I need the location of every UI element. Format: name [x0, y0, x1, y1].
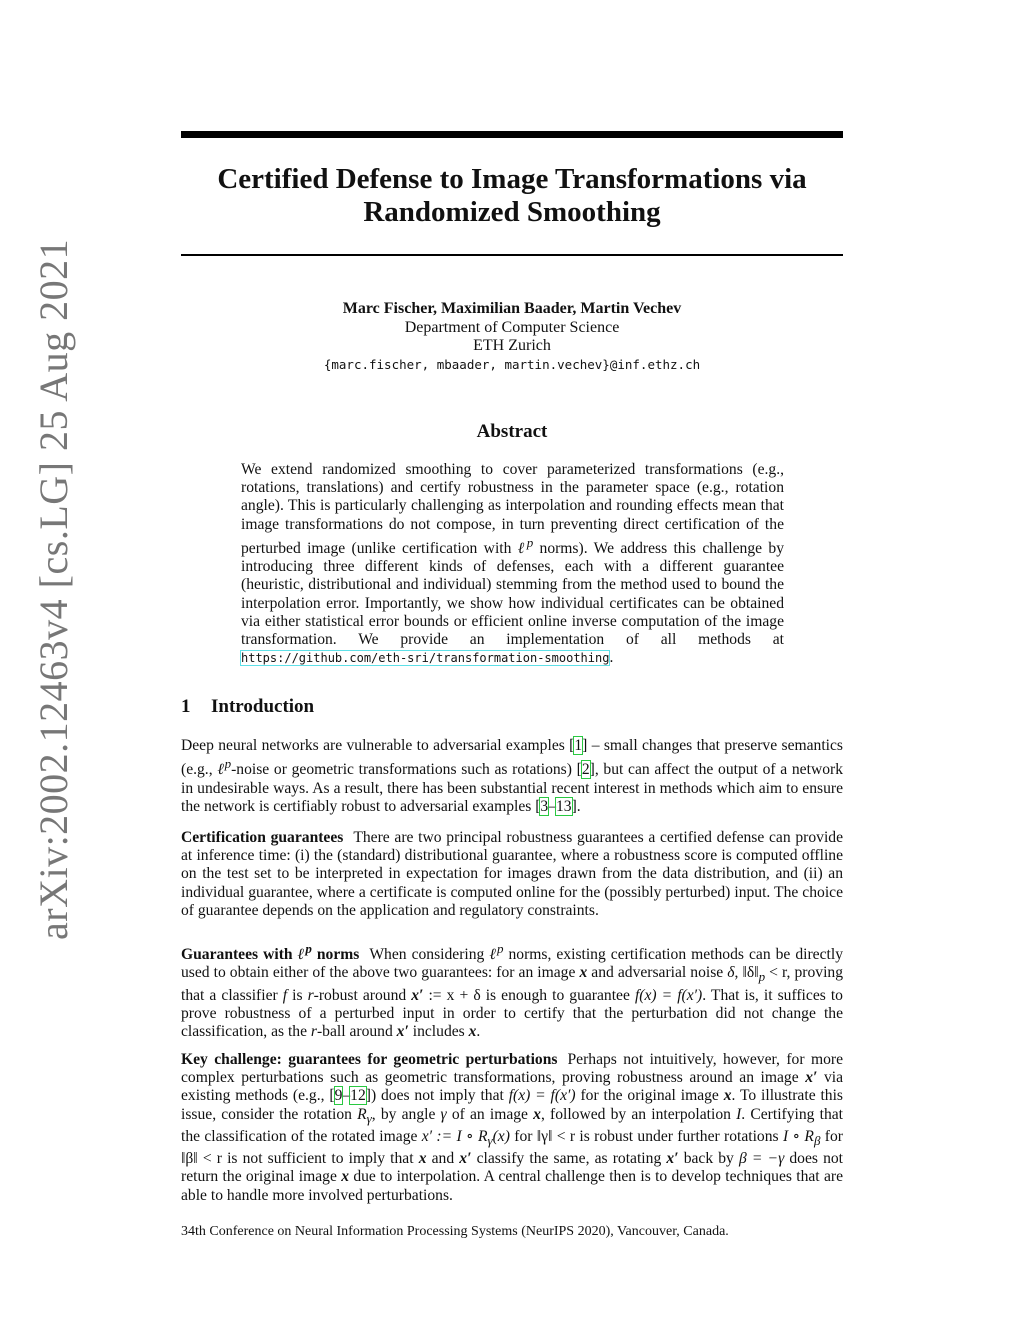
author-names: Marc Fischer, Maximilian Baader, Martin Vechev — [342, 300, 682, 317]
p-superscript: p — [496, 941, 504, 956]
text: does not return the original image — [181, 1150, 843, 1186]
math-rotated-image: x′ := I ∘ R — [421, 1127, 488, 1145]
text: ]) does not imply that — [365, 1087, 509, 1105]
text: due to interpolation. A central challenge then is to develop techniques that are able to handle more involved perturbations. — [181, 1168, 844, 1204]
citation-link[interactable]: 2 — [581, 761, 590, 779]
section-number: 1 — [181, 696, 191, 717]
math-r: r — [307, 986, 314, 1004]
math-rotation-beta: I ∘ R — [782, 1127, 814, 1145]
math-x: x — [533, 1105, 541, 1123]
intro-paragraph — [181, 737, 843, 816]
text: for ‖γ‖ < r is robust under further rotations — [509, 1127, 783, 1145]
author-institution: ETH Zurich — [473, 337, 551, 354]
lead-text-b: norms — [311, 946, 360, 964]
text: Perhaps not intuitively, however, for more complex perturbations such as geometric transformations, proving robustness around an image — [181, 1051, 844, 1087]
text: of an image — [446, 1105, 534, 1123]
text: and — [426, 1150, 460, 1168]
paragraph-lead: Key challenge: guarantees for geometric perturbations — [181, 1051, 558, 1068]
math-beta-equality: β = −γ — [739, 1150, 785, 1168]
text: When considering — [369, 946, 490, 964]
gamma-subscript: γ — [366, 1110, 372, 1126]
math-rotated-image-arg: (x) — [492, 1127, 510, 1145]
math-x: x — [723, 1087, 732, 1105]
abstract-end: . — [609, 649, 614, 667]
citation-link[interactable]: 1 — [574, 737, 583, 754]
text: -robust around — [313, 986, 412, 1004]
title-rule-top — [181, 131, 843, 138]
arxiv-stamp: arXiv:2002.12463v4 [cs.LG] 25 Aug 2021 — [31, 238, 76, 940]
math-f-equality: f(x) = f(x′) — [508, 1087, 576, 1105]
title-line-1: Certified Defense to Image Transformations via — [217, 163, 807, 195]
intro-text-e: ]. — [571, 797, 581, 815]
math-delta: δ — [727, 964, 735, 982]
math-x: x — [418, 1150, 427, 1168]
math-x-prime: x′ — [411, 986, 424, 1004]
text: -ball around — [316, 1023, 397, 1041]
text: . Certifying that the classification of the rotated image — [181, 1105, 843, 1145]
math-x-prime: x′ — [459, 1150, 472, 1168]
citation-link[interactable]: 9 — [334, 1087, 343, 1105]
text: back by — [678, 1150, 739, 1168]
text: , by angle — [371, 1105, 441, 1123]
author-block — [181, 300, 843, 374]
certification-paragraph — [181, 829, 843, 920]
text: . That is, it suffices to prove robustness of a perturbed input in order to certify that the perturbation did not change the classification, as the — [181, 986, 843, 1041]
text: is — [287, 986, 308, 1004]
paragraph-lead — [181, 941, 360, 964]
math-x-prime: x′ — [396, 1023, 409, 1041]
text: and adversarial noise — [587, 964, 728, 982]
section-heading — [181, 696, 314, 718]
text: , followed by an interpolation — [540, 1105, 737, 1123]
math-f: f — [282, 986, 288, 1004]
paragraph-lead: Certification guarantees — [181, 829, 344, 846]
text: := x + δ is enough to guarantee — [423, 986, 635, 1004]
lead-text-a: Guarantees with — [181, 946, 298, 964]
citation-link[interactable]: 3 — [540, 797, 549, 815]
math-f-equality: f(x) = f(x′) — [634, 986, 703, 1004]
intro-text-c: -noise or geometric transformations such as rotations) [ — [231, 761, 582, 779]
math-x-prime: x′ — [805, 1069, 818, 1087]
math-interpolation: I — [736, 1105, 742, 1123]
text: includes — [408, 1023, 469, 1041]
paragraph-text: There are two principal robustness guarantees a certified defense can provide at inference time: (i) the (standard) distributional guarantee, where a robustness score is computed offline on the test set to be interpreted in expectation for images drawn from the data distribution, and (ii) an individual guarantee, where a certificate is computed online for the (possibly perturbed) input. The choice of guarantee depends on the application and regulatory constraints. — [181, 829, 843, 919]
conference-footnote: 34th Conference on Neural Information Processing Systems (NeurIPS 2020), Vancouver, Canada. — [181, 1224, 729, 1239]
text: for ‖β‖ < r is not sufficient to imply that — [181, 1127, 843, 1168]
text: via existing methods (e.g., [ — [181, 1069, 844, 1105]
abstract-text-a: We extend randomized smoothing to cover parameterized transformations (e.g., rotations, translations) and certify robustness in the parameter space (e.g., rotation angle). This is particularly challenging as interpolation and rounding effects mean that image transformations do not compose, in turn preventing direct certification of the perturbed image (unlike certification with — [241, 461, 784, 557]
citation-dash: – — [342, 1087, 351, 1105]
intro-text-d: ], but can affect the output of a network in undesirable ways. As a result, there has been substantial recent interest in methods which aim to ensure the network is certifiably robust to adversarial examples [ — [181, 761, 843, 815]
citation-link[interactable]: 13 — [556, 797, 572, 815]
math-rotation: R — [357, 1105, 367, 1123]
math-x: x — [579, 964, 588, 982]
math-x: x — [468, 1023, 477, 1041]
math-x-prime: x′ — [666, 1150, 679, 1168]
text: norms, existing certification methods can be directly used to obtain either of the above two guarantees: for an image — [181, 946, 843, 982]
text: . To illustrate this issue, consider the rotation — [181, 1087, 843, 1123]
title-rule-bottom — [181, 254, 843, 256]
text: . — [476, 1023, 481, 1041]
author-department: Department of Computer Science — [404, 318, 620, 336]
text: < r, proving that a classifier — [181, 964, 843, 1004]
section-title: Introduction — [211, 696, 315, 717]
text: , ‖δ‖ — [734, 964, 759, 982]
paper-title — [181, 163, 843, 229]
title-line-2: Randomized Smoothing — [363, 196, 661, 228]
author-email: {marc.fischer, mbaader, martin.vechev}@inf.ethz.ch — [323, 356, 701, 372]
math-x: x — [341, 1168, 349, 1186]
p-superscript: p — [224, 756, 232, 772]
abstract-text-b: norms). We address this challenge by introducing three different kinds of defenses, each with a different guarantee (heuristic, distributional and individual) stemming from the method used to bound the interpolation error. Importantly, we show how individual certificates can be obtained via either statistical error bounds or efficient online inverse computation of the image transformation. We provide an implementation of all methods at — [241, 540, 785, 649]
citation-dash: – — [548, 797, 556, 815]
key-challenge-paragraph — [181, 1051, 843, 1205]
p-subscript: p — [758, 969, 766, 985]
p-superscript: p — [305, 941, 312, 956]
ell-symbol: ℓ — [517, 540, 527, 557]
intro-text-b: ] – small changes that preserve semantics (e.g., — [181, 737, 843, 779]
abstract-body — [241, 461, 784, 667]
ell-symbol: ℓ — [217, 761, 225, 779]
ell-symbol: ℓ — [489, 946, 497, 964]
code-link[interactable]: https://github.com/eth-sri/transformation-smoothing — [241, 651, 610, 666]
lp-norms-paragraph — [181, 940, 843, 1041]
intro-text-a: Deep neural networks are vulnerable to adversarial examples [ — [181, 737, 575, 754]
math-r: r — [310, 1023, 317, 1041]
abstract-heading: Abstract — [476, 421, 548, 442]
beta-subscript: β — [813, 1133, 821, 1149]
ell-symbol: ℓ — [297, 946, 306, 964]
text: classify the same, as rotating — [471, 1150, 667, 1168]
text: for the original image — [575, 1087, 724, 1105]
p-superscript: p — [526, 534, 534, 550]
math-gamma: γ — [440, 1105, 447, 1123]
gamma-subscript: γ — [487, 1133, 493, 1149]
citation-link[interactable]: 12 — [350, 1087, 366, 1105]
